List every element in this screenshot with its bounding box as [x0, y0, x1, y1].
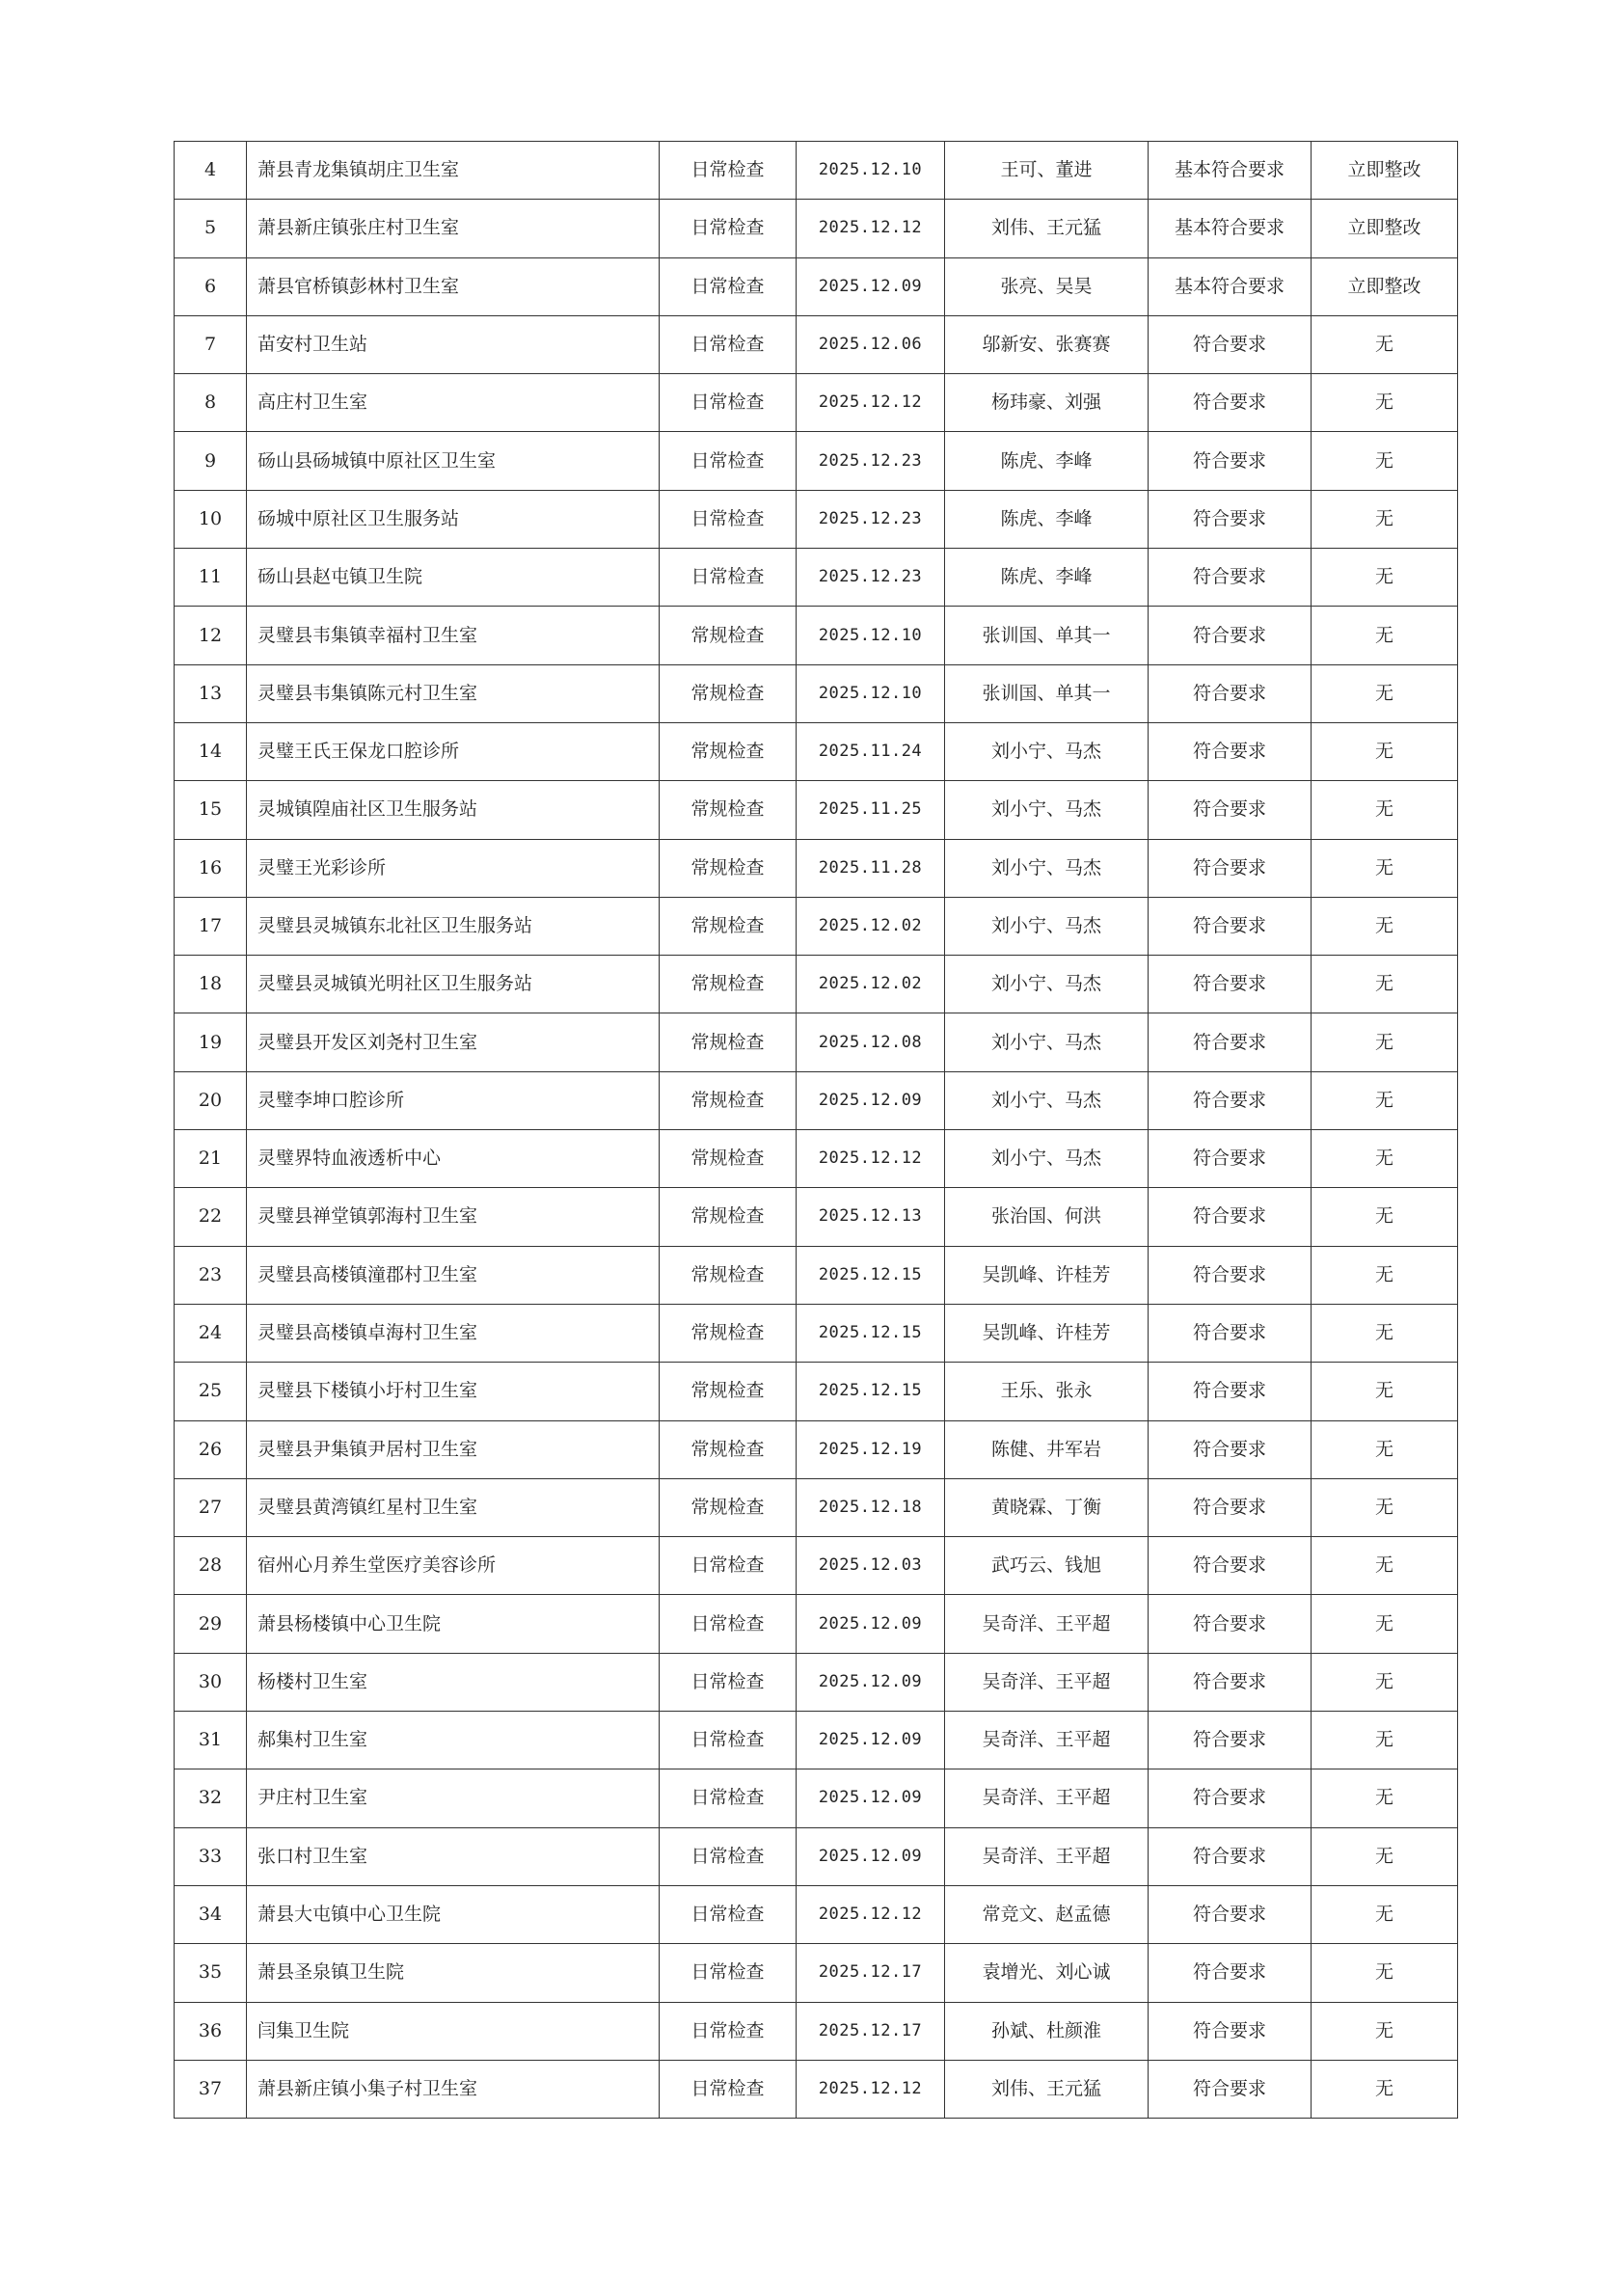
- inspection-type-cell: 日常检查: [660, 257, 797, 315]
- result-cell: 符合要求: [1149, 1653, 1312, 1711]
- result-cell: 符合要求: [1149, 722, 1312, 780]
- inspection-date-cell: 2025.12.09: [797, 1769, 945, 1827]
- institution-name-cell: 砀山县赵屯镇卫生院: [247, 549, 660, 607]
- inspectors-cell: 张训国、单其一: [945, 607, 1149, 664]
- table-row: [175, 432, 1458, 490]
- inspection-date-cell: 2025.12.08: [797, 1013, 945, 1071]
- row-number-cell: 23: [175, 1246, 247, 1304]
- institution-name-cell: 灵璧县灵城镇光明社区卫生服务站: [247, 956, 660, 1013]
- row-number-cell: 31: [175, 1712, 247, 1769]
- table-row: [175, 1304, 1458, 1362]
- row-number-cell: 29: [175, 1595, 247, 1653]
- institution-name-cell: 萧县大屯镇中心卫生院: [247, 1885, 660, 1943]
- inspection-date-cell: 2025.12.10: [797, 142, 945, 200]
- inspectors-cell: 张训国、单其一: [945, 664, 1149, 722]
- inspection-type-cell: 日常检查: [660, 1653, 797, 1711]
- action-cell: 无: [1312, 1188, 1458, 1246]
- inspection-date-cell: 2025.12.02: [797, 956, 945, 1013]
- row-number-cell: 21: [175, 1130, 247, 1188]
- inspectors-cell: 吴奇洋、王平超: [945, 1653, 1149, 1711]
- row-number-cell: 33: [175, 1827, 247, 1885]
- institution-name-cell: 灵璧县韦集镇陈元村卫生室: [247, 664, 660, 722]
- inspectors-cell: 张治国、何洪: [945, 1188, 1149, 1246]
- action-cell: 无: [1312, 1013, 1458, 1071]
- inspection-date-cell: 2025.12.23: [797, 549, 945, 607]
- action-cell: 无: [1312, 607, 1458, 664]
- action-cell: 无: [1312, 2002, 1458, 2060]
- inspectors-cell: 王乐、张永: [945, 1363, 1149, 1420]
- inspectors-cell: 吴奇洋、王平超: [945, 1827, 1149, 1885]
- row-number-cell: 9: [175, 432, 247, 490]
- result-cell: 符合要求: [1149, 1885, 1312, 1943]
- institution-name-cell: 萧县圣泉镇卫生院: [247, 1944, 660, 2002]
- table-row: [175, 2060, 1458, 2118]
- result-cell: 符合要求: [1149, 1246, 1312, 1304]
- institution-name-cell: 灵璧县禅堂镇郭海村卫生室: [247, 1188, 660, 1246]
- inspectors-cell: 吴奇洋、王平超: [945, 1595, 1149, 1653]
- inspection-type-cell: 常规检查: [660, 897, 797, 955]
- inspection-type-cell: 日常检查: [660, 432, 797, 490]
- inspection-type-cell: 常规检查: [660, 1130, 797, 1188]
- inspection-date-cell: 2025.12.02: [797, 897, 945, 955]
- action-cell: 无: [1312, 1071, 1458, 1129]
- inspection-type-cell: 日常检查: [660, 200, 797, 257]
- institution-name-cell: 郝集村卫生室: [247, 1712, 660, 1769]
- inspection-date-cell: 2025.11.25: [797, 781, 945, 839]
- result-cell: 基本符合要求: [1149, 257, 1312, 315]
- inspection-date-cell: 2025.12.12: [797, 374, 945, 432]
- action-cell: 无: [1312, 781, 1458, 839]
- table-row: [175, 2002, 1458, 2060]
- table-row: [175, 1188, 1458, 1246]
- inspection-type-cell: 日常检查: [660, 1944, 797, 2002]
- institution-name-cell: 高庄村卫生室: [247, 374, 660, 432]
- inspectors-cell: 刘伟、王元猛: [945, 2060, 1149, 2118]
- table-row: [175, 664, 1458, 722]
- inspectors-cell: 刘小宁、马杰: [945, 781, 1149, 839]
- table-row: [175, 1420, 1458, 1478]
- row-number-cell: 7: [175, 315, 247, 373]
- institution-name-cell: 萧县新庄镇张庄村卫生室: [247, 200, 660, 257]
- action-cell: 无: [1312, 1885, 1458, 1943]
- inspection-date-cell: 2025.12.13: [797, 1188, 945, 1246]
- inspectors-cell: 刘小宁、马杰: [945, 722, 1149, 780]
- action-cell: 无: [1312, 897, 1458, 955]
- table-row: [175, 1944, 1458, 2002]
- inspectors-cell: 黄晓霖、丁衡: [945, 1478, 1149, 1536]
- inspection-type-cell: 日常检查: [660, 549, 797, 607]
- action-cell: 无: [1312, 374, 1458, 432]
- institution-name-cell: 闫集卫生院: [247, 2002, 660, 2060]
- row-number-cell: 14: [175, 722, 247, 780]
- result-cell: 符合要求: [1149, 1304, 1312, 1362]
- row-number-cell: 16: [175, 839, 247, 897]
- row-number-cell: 4: [175, 142, 247, 200]
- row-number-cell: 32: [175, 1769, 247, 1827]
- inspection-date-cell: 2025.12.03: [797, 1537, 945, 1595]
- inspection-type-cell: 日常检查: [660, 142, 797, 200]
- table-row: [175, 1363, 1458, 1420]
- row-number-cell: 25: [175, 1363, 247, 1420]
- inspection-date-cell: 2025.12.23: [797, 432, 945, 490]
- row-number-cell: 34: [175, 1885, 247, 1943]
- inspection-date-cell: 2025.12.12: [797, 1885, 945, 1943]
- action-cell: 无: [1312, 2060, 1458, 2118]
- inspectors-cell: 王可、董进: [945, 142, 1149, 200]
- result-cell: 符合要求: [1149, 781, 1312, 839]
- institution-name-cell: 灵璧王光彩诊所: [247, 839, 660, 897]
- inspectors-cell: 刘小宁、马杰: [945, 1130, 1149, 1188]
- institution-name-cell: 灵璧李坤口腔诊所: [247, 1071, 660, 1129]
- inspection-date-cell: 2025.12.09: [797, 1712, 945, 1769]
- institution-name-cell: 杨楼村卫生室: [247, 1653, 660, 1711]
- result-cell: 符合要求: [1149, 490, 1312, 548]
- institution-name-cell: 灵璧县尹集镇尹居村卫生室: [247, 1420, 660, 1478]
- inspection-type-cell: 日常检查: [660, 1537, 797, 1595]
- inspection-date-cell: 2025.12.10: [797, 664, 945, 722]
- inspection-type-cell: 日常检查: [660, 1712, 797, 1769]
- table-row: [175, 839, 1458, 897]
- inspectors-cell: 吴奇洋、王平超: [945, 1712, 1149, 1769]
- institution-name-cell: 灵璧县高楼镇潼郡村卫生室: [247, 1246, 660, 1304]
- result-cell: 符合要求: [1149, 315, 1312, 373]
- result-cell: 符合要求: [1149, 897, 1312, 955]
- action-cell: 立即整改: [1312, 200, 1458, 257]
- inspection-table: [174, 141, 1458, 2119]
- table-row: [175, 1246, 1458, 1304]
- institution-name-cell: 灵璧县黄湾镇红星村卫生室: [247, 1478, 660, 1536]
- inspection-date-cell: 2025.12.23: [797, 490, 945, 548]
- table-row: [175, 200, 1458, 257]
- inspection-date-cell: 2025.12.09: [797, 1595, 945, 1653]
- institution-name-cell: 萧县新庄镇小集子村卫生室: [247, 2060, 660, 2118]
- inspectors-cell: 武巧云、钱旭: [945, 1537, 1149, 1595]
- row-number-cell: 36: [175, 2002, 247, 2060]
- inspection-type-cell: 日常检查: [660, 1885, 797, 1943]
- action-cell: 无: [1312, 1944, 1458, 2002]
- inspection-date-cell: 2025.12.09: [797, 1071, 945, 1129]
- inspection-date-cell: 2025.12.19: [797, 1420, 945, 1478]
- row-number-cell: 5: [175, 200, 247, 257]
- inspection-type-cell: 常规检查: [660, 1071, 797, 1129]
- result-cell: 基本符合要求: [1149, 200, 1312, 257]
- row-number-cell: 20: [175, 1071, 247, 1129]
- result-cell: 符合要求: [1149, 1537, 1312, 1595]
- table-row: [175, 722, 1458, 780]
- action-cell: 无: [1312, 1769, 1458, 1827]
- inspection-type-cell: 日常检查: [660, 374, 797, 432]
- table-row: [175, 549, 1458, 607]
- inspectors-cell: 陈健、井军岩: [945, 1420, 1149, 1478]
- inspection-date-cell: 2025.12.10: [797, 607, 945, 664]
- result-cell: 符合要求: [1149, 1712, 1312, 1769]
- inspection-type-cell: 常规检查: [660, 956, 797, 1013]
- inspection-type-cell: 日常检查: [660, 1827, 797, 1885]
- inspection-type-cell: 常规检查: [660, 781, 797, 839]
- institution-name-cell: 灵璧县灵城镇东北社区卫生服务站: [247, 897, 660, 955]
- table-row: [175, 142, 1458, 200]
- result-cell: 符合要求: [1149, 2060, 1312, 2118]
- institution-name-cell: 萧县青龙集镇胡庄卫生室: [247, 142, 660, 200]
- table-row: [175, 1827, 1458, 1885]
- inspectors-cell: 陈虎、李峰: [945, 549, 1149, 607]
- action-cell: 无: [1312, 1304, 1458, 1362]
- inspection-date-cell: 2025.12.09: [797, 257, 945, 315]
- row-number-cell: 6: [175, 257, 247, 315]
- table-row: [175, 1130, 1458, 1188]
- inspection-date-cell: 2025.12.09: [797, 1653, 945, 1711]
- result-cell: 符合要求: [1149, 1130, 1312, 1188]
- result-cell: 符合要求: [1149, 1827, 1312, 1885]
- table-row: [175, 315, 1458, 373]
- institution-name-cell: 灵璧县韦集镇幸福村卫生室: [247, 607, 660, 664]
- inspectors-cell: 陈虎、李峰: [945, 432, 1149, 490]
- inspectors-cell: 刘小宁、马杰: [945, 839, 1149, 897]
- row-number-cell: 15: [175, 781, 247, 839]
- action-cell: 无: [1312, 722, 1458, 780]
- action-cell: 无: [1312, 549, 1458, 607]
- action-cell: 立即整改: [1312, 142, 1458, 200]
- result-cell: 符合要求: [1149, 1769, 1312, 1827]
- action-cell: 无: [1312, 490, 1458, 548]
- action-cell: 无: [1312, 1246, 1458, 1304]
- action-cell: 无: [1312, 432, 1458, 490]
- institution-name-cell: 苗安村卫生站: [247, 315, 660, 373]
- inspection-date-cell: 2025.12.06: [797, 315, 945, 373]
- inspection-type-cell: 常规检查: [660, 1363, 797, 1420]
- table-row: [175, 1537, 1458, 1595]
- inspection-type-cell: 常规检查: [660, 1420, 797, 1478]
- action-cell: 无: [1312, 664, 1458, 722]
- institution-name-cell: 灵璧县开发区刘尧村卫生室: [247, 1013, 660, 1071]
- row-number-cell: 24: [175, 1304, 247, 1362]
- result-cell: 符合要求: [1149, 2002, 1312, 2060]
- inspectors-cell: 袁增光、刘心诚: [945, 1944, 1149, 2002]
- institution-name-cell: 灵璧王氏王保龙口腔诊所: [247, 722, 660, 780]
- table-row: [175, 897, 1458, 955]
- result-cell: 符合要求: [1149, 374, 1312, 432]
- inspection-type-cell: 日常检查: [660, 1769, 797, 1827]
- row-number-cell: 22: [175, 1188, 247, 1246]
- inspectors-cell: 孙斌、杜颜淮: [945, 2002, 1149, 2060]
- inspection-type-cell: 常规检查: [660, 722, 797, 780]
- institution-name-cell: 灵璧界特血液透析中心: [247, 1130, 660, 1188]
- table-row: [175, 607, 1458, 664]
- result-cell: 符合要求: [1149, 839, 1312, 897]
- action-cell: 无: [1312, 1363, 1458, 1420]
- action-cell: 无: [1312, 839, 1458, 897]
- result-cell: 符合要求: [1149, 1071, 1312, 1129]
- institution-name-cell: 砀山县砀城镇中原社区卫生室: [247, 432, 660, 490]
- result-cell: 符合要求: [1149, 1363, 1312, 1420]
- inspection-type-cell: 日常检查: [660, 2002, 797, 2060]
- inspection-type-cell: 常规检查: [660, 1188, 797, 1246]
- table-row: [175, 1595, 1458, 1653]
- action-cell: 立即整改: [1312, 257, 1458, 315]
- row-number-cell: 27: [175, 1478, 247, 1536]
- action-cell: 无: [1312, 956, 1458, 1013]
- inspectors-cell: 刘小宁、马杰: [945, 897, 1149, 955]
- inspection-date-cell: 2025.11.24: [797, 722, 945, 780]
- inspectors-cell: 刘小宁、马杰: [945, 956, 1149, 1013]
- institution-name-cell: 灵城镇隍庙社区卫生服务站: [247, 781, 660, 839]
- result-cell: 符合要求: [1149, 1188, 1312, 1246]
- institution-name-cell: 张口村卫生室: [247, 1827, 660, 1885]
- table-body: [175, 142, 1458, 2119]
- row-number-cell: 17: [175, 897, 247, 955]
- inspection-date-cell: 2025.12.12: [797, 1130, 945, 1188]
- inspection-date-cell: 2025.12.17: [797, 1944, 945, 2002]
- table-row: [175, 1478, 1458, 1536]
- row-number-cell: 10: [175, 490, 247, 548]
- result-cell: 基本符合要求: [1149, 142, 1312, 200]
- institution-name-cell: 宿州心月养生堂医疗美容诊所: [247, 1537, 660, 1595]
- result-cell: 符合要求: [1149, 432, 1312, 490]
- row-number-cell: 30: [175, 1653, 247, 1711]
- table-row: [175, 956, 1458, 1013]
- inspectors-cell: 刘小宁、马杰: [945, 1071, 1149, 1129]
- action-cell: 无: [1312, 1653, 1458, 1711]
- inspection-type-cell: 常规检查: [660, 1478, 797, 1536]
- inspectors-cell: 刘小宁、马杰: [945, 1013, 1149, 1071]
- table-row: [175, 1653, 1458, 1711]
- inspection-type-cell: 日常检查: [660, 2060, 797, 2118]
- inspection-type-cell: 常规检查: [660, 607, 797, 664]
- inspectors-cell: 吴凯峰、许桂芳: [945, 1246, 1149, 1304]
- result-cell: 符合要求: [1149, 1013, 1312, 1071]
- inspectors-cell: 张亮、吴昊: [945, 257, 1149, 315]
- inspection-date-cell: 2025.12.18: [797, 1478, 945, 1536]
- action-cell: 无: [1312, 1595, 1458, 1653]
- inspection-type-cell: 常规检查: [660, 1246, 797, 1304]
- inspection-type-cell: 日常检查: [660, 1595, 797, 1653]
- inspectors-cell: 吴凯峰、许桂芳: [945, 1304, 1149, 1362]
- inspection-type-cell: 常规检查: [660, 1304, 797, 1362]
- action-cell: 无: [1312, 1420, 1458, 1478]
- inspection-type-cell: 常规检查: [660, 1013, 797, 1071]
- inspectors-cell: 刘伟、王元猛: [945, 200, 1149, 257]
- row-number-cell: 8: [175, 374, 247, 432]
- table-row: [175, 1712, 1458, 1769]
- table-row: [175, 490, 1458, 548]
- inspection-date-cell: 2025.12.12: [797, 200, 945, 257]
- table-row: [175, 257, 1458, 315]
- table-row: [175, 374, 1458, 432]
- inspectors-cell: 杨玮豪、刘强: [945, 374, 1149, 432]
- row-number-cell: 11: [175, 549, 247, 607]
- action-cell: 无: [1312, 1827, 1458, 1885]
- inspectors-cell: 陈虎、李峰: [945, 490, 1149, 548]
- inspection-date-cell: 2025.12.15: [797, 1363, 945, 1420]
- action-cell: 无: [1312, 1537, 1458, 1595]
- table-row: [175, 1769, 1458, 1827]
- result-cell: 符合要求: [1149, 664, 1312, 722]
- row-number-cell: 13: [175, 664, 247, 722]
- inspection-date-cell: 2025.11.28: [797, 839, 945, 897]
- result-cell: 符合要求: [1149, 956, 1312, 1013]
- inspectors-cell: 常竞文、赵孟德: [945, 1885, 1149, 1943]
- inspectors-cell: 邬新安、张赛赛: [945, 315, 1149, 373]
- row-number-cell: 35: [175, 1944, 247, 2002]
- inspection-type-cell: 常规检查: [660, 839, 797, 897]
- row-number-cell: 12: [175, 607, 247, 664]
- table-row: [175, 1885, 1458, 1943]
- inspection-type-cell: 日常检查: [660, 490, 797, 548]
- inspection-date-cell: 2025.12.09: [797, 1827, 945, 1885]
- action-cell: 无: [1312, 1130, 1458, 1188]
- inspection-date-cell: 2025.12.15: [797, 1246, 945, 1304]
- action-cell: 无: [1312, 1478, 1458, 1536]
- institution-name-cell: 灵璧县下楼镇小圩村卫生室: [247, 1363, 660, 1420]
- table-row: [175, 1071, 1458, 1129]
- action-cell: 无: [1312, 315, 1458, 373]
- row-number-cell: 37: [175, 2060, 247, 2118]
- inspection-type-cell: 日常检查: [660, 315, 797, 373]
- result-cell: 符合要求: [1149, 1944, 1312, 2002]
- row-number-cell: 28: [175, 1537, 247, 1595]
- row-number-cell: 18: [175, 956, 247, 1013]
- inspection-date-cell: 2025.12.15: [797, 1304, 945, 1362]
- inspection-date-cell: 2025.12.17: [797, 2002, 945, 2060]
- institution-name-cell: 萧县杨楼镇中心卫生院: [247, 1595, 660, 1653]
- inspectors-cell: 吴奇洋、王平超: [945, 1769, 1149, 1827]
- result-cell: 符合要求: [1149, 1595, 1312, 1653]
- result-cell: 符合要求: [1149, 1420, 1312, 1478]
- row-number-cell: 26: [175, 1420, 247, 1478]
- inspection-date-cell: 2025.12.12: [797, 2060, 945, 2118]
- institution-name-cell: 尹庄村卫生室: [247, 1769, 660, 1827]
- row-number-cell: 19: [175, 1013, 247, 1071]
- table-row: [175, 781, 1458, 839]
- institution-name-cell: 萧县官桥镇彭林村卫生室: [247, 257, 660, 315]
- inspection-type-cell: 常规检查: [660, 664, 797, 722]
- result-cell: 符合要求: [1149, 549, 1312, 607]
- action-cell: 无: [1312, 1712, 1458, 1769]
- institution-name-cell: 砀城中原社区卫生服务站: [247, 490, 660, 548]
- institution-name-cell: 灵璧县高楼镇卓海村卫生室: [247, 1304, 660, 1362]
- result-cell: 符合要求: [1149, 607, 1312, 664]
- result-cell: 符合要求: [1149, 1478, 1312, 1536]
- table-row: [175, 1013, 1458, 1071]
